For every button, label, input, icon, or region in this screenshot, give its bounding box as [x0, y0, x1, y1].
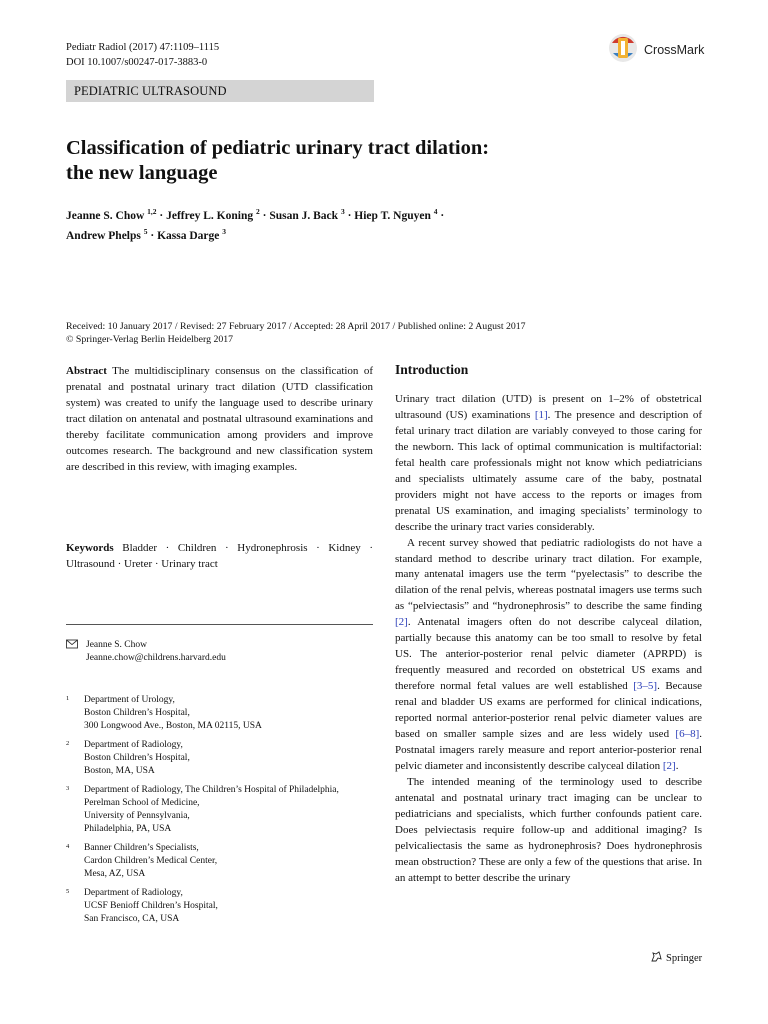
affiliation-line: University of Pennsylvania, — [84, 811, 190, 821]
affiliation-line: Mesa, AZ, USA — [84, 869, 146, 879]
affiliation-line: UCSF Benioff Children’s Hospital, — [84, 901, 218, 911]
introduction-paragraph-1 — [395, 392, 702, 536]
affiliation-line: Cardon Children’s Medical Center, — [84, 856, 218, 866]
abstract — [66, 364, 373, 476]
copyright: © Springer-Verlag Berlin Heidelberg 2017 — [66, 334, 234, 345]
keywords — [66, 541, 373, 573]
springer-horse-icon — [650, 950, 663, 966]
author-name[interactable]: Andrew Phelps — [66, 229, 141, 242]
author-name[interactable]: Hiep T. Nguyen — [354, 209, 431, 222]
citation-link[interactable]: [2] — [662, 759, 676, 772]
citation-link[interactable]: [2] — [395, 616, 408, 629]
affiliation-line: Philadelphia, PA, USA — [84, 824, 172, 834]
introduction-paragraph-2 — [395, 536, 702, 775]
author-name[interactable]: Jeffrey L. Koning — [166, 209, 254, 222]
affiliation-2 — [66, 739, 373, 778]
correspondence — [66, 639, 226, 665]
affiliation-number: 1 — [66, 695, 70, 702]
correspondence-name: Jeanne S. Chow — [86, 640, 147, 650]
paragraph-text: . The presence and description of fetal urinary tract dilation are variably conveyed to those caring for the newborn. This lack of optimal communication is multifactorial: fetal health care professionals might not know which pediatricians and specialists ultimately assume care of the baby, postnatal providers might not have access to the reports or images from prenatal US examination, and imaging specialists’ terminology to describe the urinary tract varies considerably. — [395, 408, 702, 533]
author-affiliation-marker: 3 — [222, 226, 227, 236]
affiliation-line: 300 Longwood Ave., Boston, MA 02115, USA — [84, 721, 262, 731]
abstract-text: The multidisciplinary consensus on the classification of prenatal and postnatal urinary tract dilation (UTD classification system) was created to unify the language used to describe urinary tract dilation on antenatal and postnatal ultrasound examinations and thereby facilitate communication among providers and improve outcomes research. The background and new classification system are described in this review, with imaging examples. — [66, 365, 373, 473]
affiliation-number: 5 — [66, 888, 70, 895]
affiliation-line: Boston Children’s Hospital, — [84, 753, 190, 763]
paragraph-text: The intended meaning of the terminology used to describe antenatal and postnatal urinary tract imaging can be unclear to pediatricians and specialists, which further confounds patient care. Does pelviectasis require follow-up and additional imaging? Is pelvicaliectasis the same as hydronephrosis? Does hydronephrosis mean obstruction? These are only a few of the questions that arise. In an attempt to better describe the urinary — [395, 775, 702, 884]
crossmark-icon — [608, 32, 638, 69]
affiliation-line: Department of Radiology, — [84, 888, 183, 898]
paragraph-text: . Because renal and bladder US exams are performed for clinical indications, reported normal anterior-posterior renal pelvic diameter values are based on smaller sample sizes and are less widely used — [395, 680, 702, 741]
paragraph-text: A recent survey showed that pediatric radiologists do not have a standard method to describe urinary tract dilation. For example, many antenatal imagers use the term “pyelectasis” to describe the dilation of the renal pelvis, whereas postnatal imagers use terms such as “pelviectasis” and “hydronephrosis” to describe the same finding — [395, 536, 702, 613]
author-affiliation-marker: 2 — [256, 207, 260, 216]
affiliation-line: Department of Urology, — [84, 695, 175, 705]
author-list: Jeanne S. Chow $^{1,2}$ · Jeffrey L. Koning $^2$ · Susan J. Back $^3$ · Hiep T. Nguyen $^4$ · Andrew Phelps $^5$ · Kassa Darge $^3$ — [66, 207, 445, 242]
doi: DOI 10.1007/s00247-017-3883-0 — [66, 57, 208, 68]
keywords-label: Keywords — [66, 542, 114, 554]
affiliation-number: 4 — [66, 843, 70, 850]
article-title — [66, 136, 706, 186]
affiliation-1 — [66, 694, 373, 733]
affiliation-line: Department of Radiology, The Children’s Hospital of Philadelphia, — [84, 785, 339, 795]
affiliation-number: 3 — [66, 785, 70, 792]
journal-header — [66, 40, 219, 70]
introduction-paragraph-3 — [395, 775, 702, 887]
author-name[interactable]: Susan J. Back — [269, 209, 339, 222]
publisher-name: Springer — [666, 952, 703, 964]
abstract-label: Abstract — [66, 365, 107, 377]
affiliation-number: 2 — [66, 740, 70, 747]
title-line-2: the new language — [66, 162, 218, 184]
author-affiliation-marker: 1,2 — [147, 207, 157, 216]
crossmark-badge[interactable] — [608, 32, 728, 68]
paragraph-text: . — [675, 759, 679, 772]
citation-link[interactable]: [1] — [534, 408, 548, 421]
section-label: PEDIATRIC ULTRASOUND — [66, 80, 374, 102]
crossmark-label: CrossMark — [644, 43, 705, 57]
author-name[interactable]: Jeanne S. Chow — [66, 209, 145, 222]
affiliation-line: Boston, MA, USA — [84, 766, 155, 776]
affiliation-line: San Francisco, CA, USA — [84, 914, 180, 924]
author-name[interactable]: Kassa Darge — [157, 229, 220, 242]
author-affiliation-marker: 3 — [340, 207, 345, 216]
author-affiliation-marker: 4 — [433, 207, 438, 216]
affiliation-4 — [66, 842, 373, 881]
citation-link[interactable]: [3–5] — [633, 680, 658, 693]
affiliation-3 — [66, 784, 373, 836]
journal-citation: Pediatr Radiol (2017) 47:1109–1115 — [66, 42, 220, 53]
citation-link[interactable]: [6–8] — [675, 728, 700, 741]
envelope-icon — [66, 639, 86, 665]
affiliation-line: Department of Radiology, — [84, 740, 183, 750]
footnote-divider — [66, 624, 373, 625]
author-affiliation-marker: 5 — [143, 226, 148, 236]
title-line-1: Classification of pediatric urinary tract dilation: — [66, 137, 490, 159]
affiliation-line: Perelman School of Medicine, — [84, 798, 200, 808]
introduction-heading: Introduction — [395, 362, 469, 377]
correspondence-email[interactable]: Jeanne.chow@childrens.harvard.edu — [86, 653, 226, 663]
affiliation-line: Banner Children’s Specialists, — [84, 843, 199, 853]
publication-dates: Received: 10 January 2017 / Revised: 27 February 2017 / Accepted: 28 April 2017 / Published online: 2 August 2017 — [66, 321, 526, 332]
paragraph-text: . Postnatal imagers rarely measure and report anterior-posterior renal pelvic diameter and inconsistently describe calyceal dilation — [395, 728, 702, 772]
springer-footer — [650, 950, 702, 966]
affiliation-5 — [66, 887, 373, 926]
affiliation-line: Boston Children’s Hospital, — [84, 708, 190, 718]
keywords-text: Bladder · Children · Hydronephrosis · Kidney · Ultrasound · Ureter · Urinary tract — [66, 542, 374, 570]
paragraph-text: Urinary tract dilation (UTD) is present on 1–2% of obstetrical ultrasound (US) examinations — [395, 393, 702, 421]
paragraph-text: . Antenatal imagers often do not describe calyceal dilation, partially because this anatomy can be too small to resolve by fetal US. The anterior-posterior renal pelvic diameter (APRPD) is frequently measured and recorded on obstetrical US exams and therefore normal fetal values are well established — [395, 616, 702, 693]
introduction-body — [395, 392, 702, 887]
